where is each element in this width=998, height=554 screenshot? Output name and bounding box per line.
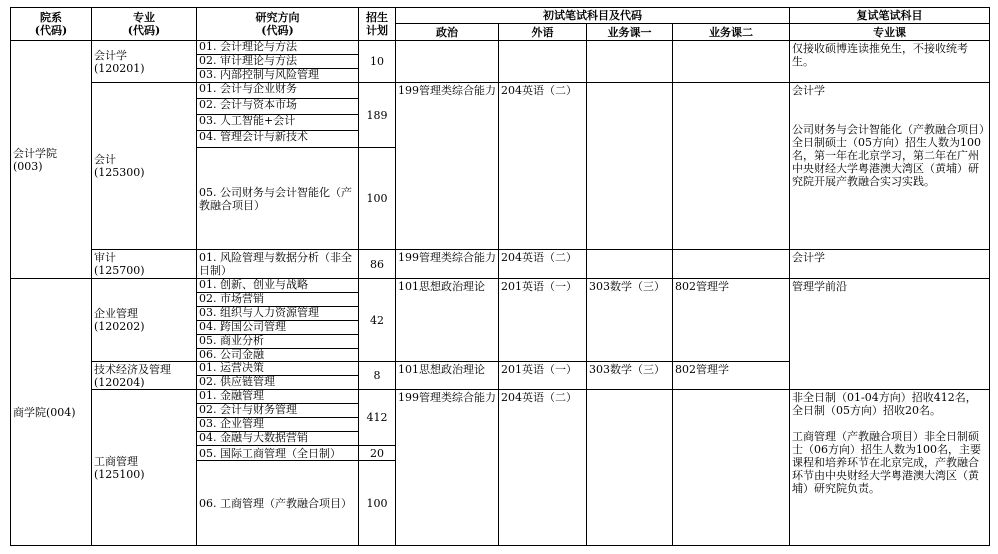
course1-audit	[586, 249, 673, 279]
foreign-business-administration: 204英语（二）	[498, 389, 587, 546]
header-course1: 业务课一	[586, 23, 673, 41]
course2-accounting	[672, 82, 790, 250]
foreign-accounting: 204英语（二）	[498, 82, 587, 250]
direction-business-administration-06: 06. 工商管理（产教融合项目）	[196, 460, 359, 546]
politics-tech-economics: 101思想政治理论	[395, 361, 499, 390]
header-college: 院系 (代码)	[10, 7, 92, 41]
course2-tech-economics: 802管理学	[672, 361, 790, 390]
direction-item: 01. 金融管理	[197, 390, 358, 404]
directions-tech-economics	[196, 361, 359, 390]
header-initial-group: 初试笔试科目及代码	[395, 7, 790, 24]
retest-business-administration	[789, 389, 990, 546]
direction-audit: 01. 风险管理与数据分析（非全日制）	[196, 249, 359, 279]
directions-business-administration	[196, 389, 359, 446]
course2-enterprise-management: 802管理学	[672, 278, 790, 362]
direction-item: 06. 公司金融	[199, 348, 264, 361]
header-course2: 业务课二	[672, 23, 790, 41]
retest-enterprise-management: 管理学前沿	[789, 278, 990, 390]
plan-enterprise-management: 42	[358, 278, 396, 362]
retest-accounting-science: 仅接收硕博连读推免生，不接收统考生。	[789, 40, 990, 83]
course2-audit	[672, 249, 790, 279]
direction-item: 04. 金融与大数据营销	[199, 431, 308, 444]
directions-accounting	[196, 82, 359, 148]
header-plan: 招生 计划	[358, 7, 396, 41]
direction-item: 02. 会计与财务管理	[197, 404, 358, 418]
plan-accounting: 189	[358, 82, 396, 148]
directions-enterprise-management	[196, 278, 359, 362]
direction-item: 02. 供应链管理	[199, 375, 275, 388]
major-enterprise-management: 企业管理 (120202)	[91, 278, 197, 362]
direction-item: 02. 审计理论与方法	[197, 55, 358, 69]
header-retest-group: 复试笔试科目	[789, 7, 990, 24]
direction-item: 01. 运营决策	[197, 362, 358, 376]
header-direction: 研究方向 (代码)	[196, 7, 359, 41]
politics-audit: 199管理类综合能力	[395, 249, 499, 279]
retest-course-text: 会计学	[792, 84, 825, 97]
plan-business-administration-05: 20	[358, 445, 396, 461]
foreign-audit: 204英语（二）	[498, 249, 587, 279]
direction-item: 01. 创新、创业与战略	[197, 279, 358, 293]
course1-business-administration	[586, 389, 673, 546]
retest-note: 公司财务与会计智能化（产教融合项目）全日制硕士（05方向）招生人数为100名，第一年在北京学习，第二年在广州中央财经大学粤港澳大湾区（黄埔）研究院开展产教融合实习实践。	[792, 123, 985, 188]
course1-accounting-science	[586, 40, 673, 83]
header-retest-course: 专业课	[789, 23, 990, 41]
foreign-enterprise-management: 201英语（一）	[498, 278, 587, 362]
major-audit: 审计 (125700)	[91, 249, 197, 279]
politics-enterprise-management: 101思想政治理论	[395, 278, 499, 362]
major-accounting-science: 会计学 (120201)	[91, 40, 197, 83]
major-accounting: 会计 (125300)	[91, 82, 197, 250]
college-accounting: 会计学院 (003)	[10, 40, 92, 279]
header-major: 专业 (代码)	[91, 7, 197, 41]
direction-item: 03. 人工智能+会计	[197, 115, 358, 131]
direction-item: 03. 企业管理	[197, 418, 358, 432]
course1-accounting	[586, 82, 673, 250]
major-business-administration: 工商管理 (125100)	[91, 389, 197, 546]
major-tech-economics: 技术经济及管理 (120204)	[91, 361, 197, 390]
plan-business-administration: 412	[358, 389, 396, 446]
foreign-tech-economics: 201英语（一）	[498, 361, 587, 390]
retest-audit: 会计学	[789, 249, 990, 279]
plan-accounting-science: 10	[358, 40, 396, 83]
directions-accounting-science	[196, 40, 359, 83]
direction-item: 01. 会计与企业财务	[197, 83, 358, 99]
plan-audit: 86	[358, 249, 396, 279]
politics-accounting-science	[395, 40, 499, 83]
politics-business-administration: 199管理类综合能力	[395, 389, 499, 546]
direction-item: 01. 会计理论与方法	[197, 41, 358, 55]
retest-accounting	[789, 82, 990, 250]
direction-item: 02. 市场营销	[197, 293, 358, 307]
politics-accounting: 199管理类综合能力	[395, 82, 499, 250]
course1-enterprise-management: 303数学（三）	[586, 278, 673, 362]
direction-business-administration-05: 05. 国际工商管理（全日制）	[196, 445, 359, 461]
plan-accounting-05: 100	[358, 147, 396, 250]
plan-tech-economics: 8	[358, 361, 396, 390]
direction-item: 03. 内部控制与风险管理	[199, 68, 319, 81]
direction-item: 04. 跨国公司管理	[197, 321, 358, 335]
direction-item: 04. 管理会计与新技术	[199, 130, 308, 143]
course2-business-administration	[672, 389, 790, 546]
header-foreign: 外语	[498, 23, 587, 41]
retest-course-text: 非全日制（01-04方向）招收412名，全日制（05方向）招收20名。	[792, 391, 977, 417]
direction-accounting-05: 05. 公司财务与会计智能化（产教融合项目）	[196, 147, 359, 250]
plan-business-administration-06: 100	[358, 460, 396, 546]
retest-note: 工商管理（产教融合项目）非全日制硕士（06方向）招生人数为100名，主要课程和培养环节在北京完成，产教融合环节由中央财经大学粤港澳大湾区（黄埔）研究院负责。	[792, 430, 981, 495]
course1-tech-economics: 303数学（三）	[586, 361, 673, 390]
header-politics: 政治	[395, 23, 499, 41]
direction-item: 03. 组织与人力资源管理	[197, 307, 358, 321]
course2-accounting-science	[672, 40, 790, 83]
college-business: 商学院(004)	[10, 278, 92, 546]
direction-item: 02. 会计与资本市场	[197, 99, 358, 115]
foreign-accounting-science	[498, 40, 587, 83]
direction-item: 05. 商业分析	[197, 335, 358, 349]
